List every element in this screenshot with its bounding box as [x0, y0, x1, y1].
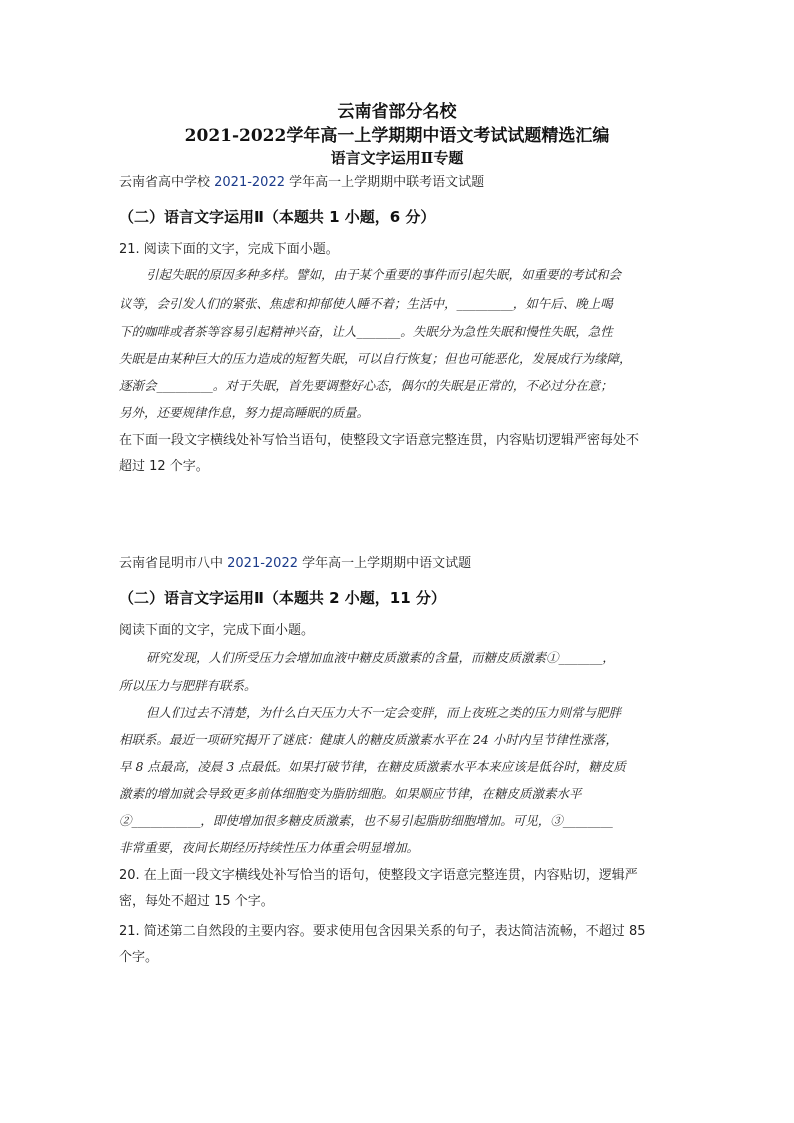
part1-source-prefix: 云南省高中学校 [119, 175, 215, 190]
part1-section-title: （二）语言文字运用Ⅱ（本题共 1 小题，6 分） [119, 208, 436, 226]
part1-instruction: 21. 阅读下面的文字，完成下面小题。 [119, 242, 339, 257]
question-20-line: 20. 在上面一段文字横线处补写恰当的语句，使整段文字语意完整连贯，内容贴切，逻辑严 [119, 868, 638, 883]
doc-subtitle: 语言文字运用Ⅱ专题 [330, 149, 464, 167]
part1-question-line: 在下面一段文字横线处补写恰当语句，使整段文字语意完整连贯，内容贴切逻辑严密每处不 [119, 433, 640, 448]
part1-source [119, 171, 484, 190]
question-20-line: 密，每处不超过 15 个字。 [119, 894, 274, 909]
part1-passage-line: 下的咖啡或者茶等容易引起精神兴奋，让人_______。失眠分为急性失眠和慢性失眠，急性 [119, 324, 613, 339]
part2-passage-line: 相联系。最近一项研究揭开了谜底：健康人的糖皮质激素水平在 24 小时内呈节律性涨落， [119, 732, 618, 747]
part1-passage-line: 失眠是由某种巨大的压力造成的短暂失眠，可以自行恢复；但也可能恶化，发展成行为缘障， [119, 351, 632, 366]
part2-passage-line: 研究发现，人们所受压力会增加血液中糖皮质激素的含量，而糖皮质激素①_______， [146, 650, 615, 665]
part1-passage-line: 逐渐会_________。对于失眠，首先要调整好心态，偶尔的失眠是正常的，不必过分在意； [119, 378, 613, 393]
part2-passage-line: 但人们过去不清楚，为什么白天压力大不一定会变胖，而上夜班之类的压力则常与肥胖 [146, 705, 622, 720]
part2-source-suffix: 学年高一上学期期中语文试题 [298, 556, 472, 571]
doc-title-line2: 2021-2022学年高一上学期期中语文考试试题精选汇编 [184, 126, 610, 146]
part2-passage-line: 所以压力与肥胖有联系。 [119, 678, 257, 693]
part2-passage-line: 早 8 点最高，凌晨 3 点最低。如果打破节律，在糖皮质激素水平本来应该是低谷时，糖皮质 [119, 759, 626, 774]
part1-passage-line: 引起失眠的原因多种多样。譬如，由于某个重要的事件而引起失眠，如重要的考试和会 [146, 267, 622, 282]
part2-instruction: 阅读下面的文字，完成下面小题。 [119, 623, 315, 638]
doc-title-line1: 云南省部分名校 [337, 102, 457, 122]
part1-source-suffix: 学年高一上学期期中联考语文试题 [285, 175, 485, 190]
part1-passage-line: 议等，会引发人们的紧张、焦虑和抑郁使人睡不着；生活中，_________，如午后、晚上喝 [119, 296, 613, 311]
part1-question-line: 超过 12 个字。 [119, 459, 209, 474]
part1-passage-line: 另外，还要规律作息，努力提高睡眠的质量。 [119, 405, 370, 420]
part2-section-title: （二）语言文字运用Ⅱ（本题共 2 小题，11 分） [119, 589, 446, 607]
question-21-line: 21. 简述第二自然段的主要内容。要求使用包含因果关系的句子，表达简洁流畅，不超过 85 [119, 924, 646, 939]
part2-source-year: 2021-2022 [227, 556, 298, 571]
part2-source-prefix: 云南省昆明市八中 [119, 556, 228, 571]
part2-source [119, 552, 471, 571]
question-21-line: 个字。 [119, 950, 159, 965]
part1-source-year: 2021-2022 [214, 175, 285, 190]
part2-passage-line: 激素的增加就会导致更多前体细胞变为脂肪细胞。如果顺应节律，在糖皮质激素水平 [119, 786, 582, 801]
part2-passage-line: ②___________，即使增加很多糖皮质激素，也不易引起脂肪细胞增加。可见，③________ [119, 813, 613, 828]
part2-passage-line: 非常重要，夜间长期经历持续性压力体重会明显增加。 [119, 840, 420, 855]
